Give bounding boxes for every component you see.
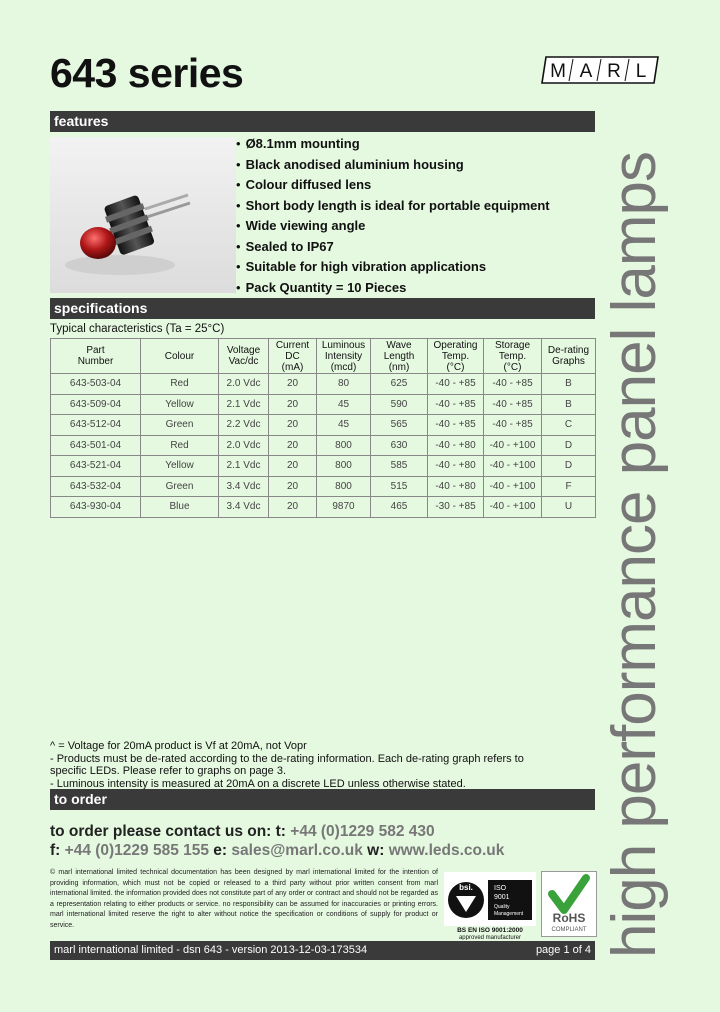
table-cell: Red <box>141 435 219 456</box>
table-cell: 800 <box>317 456 371 477</box>
table-cell: 800 <box>317 476 371 497</box>
table-cell: 80 <box>317 374 371 395</box>
table-cell: -40 - +85 <box>484 394 542 415</box>
feature-item: • Sealed to IP67 <box>236 237 550 258</box>
table-cell: B <box>542 374 596 395</box>
website-link[interactable]: www.leds.co.uk <box>388 842 505 859</box>
email-label: e: <box>209 842 232 859</box>
spec-header-line: (°C) <box>446 361 465 373</box>
spec-header-line: Luminous <box>321 339 366 351</box>
feature-list <box>236 134 550 298</box>
email-link[interactable]: sales@marl.co.uk <box>231 842 363 859</box>
table-cell: -40 - +80 <box>428 476 484 497</box>
table-cell: 45 <box>317 394 371 415</box>
table-row <box>51 456 596 477</box>
feature-item: • Short body length is ideal for portable equipment <box>236 196 550 217</box>
table-cell: 643-503-04 <box>51 374 141 395</box>
table-cell: 20 <box>269 415 317 436</box>
footer <box>50 941 595 960</box>
spec-header-line: Intensity <box>324 350 363 362</box>
feature-item: • Suitable for high vibration applications <box>236 257 550 278</box>
iso-small-1: Quality <box>494 904 510 910</box>
table-row <box>51 497 596 518</box>
spec-header-line: (mA) <box>281 361 304 373</box>
phone-number[interactable]: +44 (0)1229 582 430 <box>290 823 435 840</box>
table-cell: 2.1 Vdc <box>219 394 269 415</box>
note-line: specific LEDs. Please refer to graphs on page 3. <box>50 765 287 777</box>
bsi-caption-1: BS EN ISO 9001:2000 <box>457 927 523 934</box>
spec-header-line: (nm) <box>388 361 410 373</box>
section-header-to-order: to order <box>50 789 595 810</box>
table-cell: -40 - +85 <box>428 415 484 436</box>
table-cell: -40 - +100 <box>484 456 542 477</box>
spec-header-line: De-rating <box>547 345 590 356</box>
logo-letter: R <box>607 61 621 82</box>
spec-header-cell <box>141 339 219 374</box>
table-cell: F <box>542 476 596 497</box>
spec-header-cell <box>542 339 596 374</box>
table-cell: 643-521-04 <box>51 456 141 477</box>
spec-header-line: Wave <box>386 339 412 351</box>
iso-number: 9001 <box>494 894 510 901</box>
table-cell: 643-512-04 <box>51 415 141 436</box>
section-header-specifications: specifications <box>50 298 595 319</box>
spec-header-line: (°C) <box>503 361 522 373</box>
table-cell: U <box>542 497 596 518</box>
spec-body <box>51 374 596 518</box>
spec-header-cell <box>51 339 141 374</box>
bsi-caption-2: approved manufacturer <box>458 935 522 940</box>
spec-header-cell <box>269 339 317 374</box>
table-cell: -40 - +100 <box>484 476 542 497</box>
spec-header-cell <box>219 339 269 374</box>
table-cell: -40 - +100 <box>484 497 542 518</box>
fax-label: f: <box>50 842 65 859</box>
spec-header-line: Storage <box>494 339 531 351</box>
table-cell: Yellow <box>141 456 219 477</box>
led-lamp-image <box>50 137 236 293</box>
bsi-label: bsi. <box>459 883 473 892</box>
table-cell: Yellow <box>141 394 219 415</box>
iso-label: ISO <box>494 885 507 892</box>
feature-item: • Wide viewing angle <box>236 216 550 237</box>
vertical-title <box>600 151 669 959</box>
iso-small-2: Management <box>494 911 524 917</box>
note-line: ^ = Voltage for 20mA product is Vf at 20mA, not Vopr <box>50 740 307 752</box>
table-cell: 585 <box>371 456 428 477</box>
table-row <box>51 415 596 436</box>
table-cell: 45 <box>317 415 371 436</box>
spec-header-line: Temp. <box>441 350 470 362</box>
spec-header-cell <box>484 339 542 374</box>
bsi-kitemark-icon <box>444 872 536 940</box>
rohs-label: RoHS <box>552 911 586 925</box>
table-cell: Red <box>141 374 219 395</box>
table-cell: 20 <box>269 476 317 497</box>
rohs-certification-mark <box>541 871 597 937</box>
table-cell: -40 - +85 <box>484 415 542 436</box>
table-cell: 643-930-04 <box>51 497 141 518</box>
table-cell: 9870 <box>317 497 371 518</box>
table-cell: 565 <box>371 415 428 436</box>
spec-header-line: (mcd) <box>330 361 357 373</box>
logo-letter: L <box>635 61 647 82</box>
table-cell: 590 <box>371 394 428 415</box>
disclaimer: © marl international limited technical documentation has been designed by marl international limited for the intention of providing information, which must not be copied or released to a third party without prior written consent from marl international limited. the information provided does not constitute part of any order or contract and should not be regarded as a representation relating to either products or service. no responsibility can be assumed for inaccuracies or printing errors. marl international limited reserve the right to alter without notice the specification or conditions of supply for product or service. <box>50 869 438 929</box>
spec-header-line: Vac/dc <box>228 356 259 367</box>
spec-caption: Typical characteristics (Ta = 25°C) <box>50 323 225 335</box>
section-header-features: features <box>50 111 595 132</box>
note-line: - Luminous intensity is measured at 20mA on a discrete LED unless otherwise stated. <box>50 777 466 790</box>
footer-page-number: page 1 of 4 <box>535 944 591 956</box>
spec-header-line: Part <box>86 345 105 356</box>
vertical-title-text: high performance panel lamps <box>600 151 669 959</box>
table-cell: 3.4 Vdc <box>219 476 269 497</box>
table-cell: 20 <box>269 394 317 415</box>
spec-header-line: Graphs <box>552 356 585 367</box>
spec-header-line: Voltage <box>226 345 261 356</box>
spec-header-line: Current <box>275 339 310 351</box>
table-cell: 630 <box>371 435 428 456</box>
logo-letter: M <box>550 61 566 82</box>
feature-item: • Colour diffused lens <box>236 175 550 196</box>
spec-header-row <box>51 339 596 374</box>
table-cell: -40 - +85 <box>428 374 484 395</box>
table-cell: 643-532-04 <box>51 476 141 497</box>
table-row <box>51 476 596 497</box>
web-label: w: <box>362 842 389 859</box>
table-cell: -40 - +80 <box>428 456 484 477</box>
feature-item: • Black anodised aluminium housing <box>236 155 550 176</box>
marl-logo-mark <box>540 54 660 86</box>
spec-header-line: Temp. <box>498 350 527 362</box>
table-cell: 465 <box>371 497 428 518</box>
fax-number: +44 (0)1229 585 155 <box>64 842 209 859</box>
spec-header-cell <box>317 339 371 374</box>
table-cell: 515 <box>371 476 428 497</box>
spec-table <box>50 338 596 518</box>
bsi-certification-mark <box>444 872 536 940</box>
page-title: 643 series <box>50 50 244 96</box>
table-cell: 643-501-04 <box>51 435 141 456</box>
table-cell: Blue <box>141 497 219 518</box>
table-cell: -40 - +100 <box>484 435 542 456</box>
table-cell: 800 <box>317 435 371 456</box>
table-cell: 643-509-04 <box>51 394 141 415</box>
logo-letter: A <box>579 61 593 82</box>
feature-item: • Ø8.1mm mounting <box>236 134 550 155</box>
table-cell: 625 <box>371 374 428 395</box>
contact-info <box>50 822 595 860</box>
table-cell: B <box>542 394 596 415</box>
table-cell: 2.0 Vdc <box>219 435 269 456</box>
table-cell: 20 <box>269 456 317 477</box>
spec-header-line: Operating <box>433 339 478 351</box>
table-cell: D <box>542 456 596 477</box>
table-row <box>51 435 596 456</box>
spec-header-cell <box>428 339 484 374</box>
spec-header-line: DC <box>285 350 300 362</box>
product-photo <box>50 137 236 293</box>
table-cell: -40 - +85 <box>428 394 484 415</box>
table-cell: 2.2 Vdc <box>219 415 269 436</box>
table-cell: 3.4 Vdc <box>219 497 269 518</box>
table-cell: Green <box>141 476 219 497</box>
spec-header-line: Number <box>77 356 114 367</box>
note-line: - Products must be de-rated according to the de-rating information. Each de-rating graph refers to <box>50 752 524 765</box>
table-cell: 20 <box>269 497 317 518</box>
notes <box>50 740 595 790</box>
table-cell: Green <box>141 415 219 436</box>
rohs-sub: COMPLIANT <box>551 927 587 933</box>
footer-doc-info: marl international limited - dsn 643 - version 2013-12-03-173534 <box>54 944 368 956</box>
feature-item: • Pack Quantity = 10 Pieces <box>236 278 550 299</box>
rohs-check-icon <box>542 872 596 936</box>
table-cell: 2.1 Vdc <box>219 456 269 477</box>
table-cell: D <box>542 435 596 456</box>
table-cell: C <box>542 415 596 436</box>
spec-header-cell <box>371 339 428 374</box>
marl-logo <box>540 54 660 86</box>
table-cell: -40 - +80 <box>428 435 484 456</box>
table-cell: 20 <box>269 435 317 456</box>
table-cell: -40 - +85 <box>484 374 542 395</box>
contact-prefix: to order please contact us on: t: <box>50 823 291 840</box>
table-row <box>51 394 596 415</box>
table-cell: 2.0 Vdc <box>219 374 269 395</box>
table-cell: -30 - +85 <box>428 497 484 518</box>
table-cell: 20 <box>269 374 317 395</box>
table-row <box>51 374 596 395</box>
spec-header-line: Length <box>383 350 415 362</box>
spec-header-line: Colour <box>164 350 195 362</box>
